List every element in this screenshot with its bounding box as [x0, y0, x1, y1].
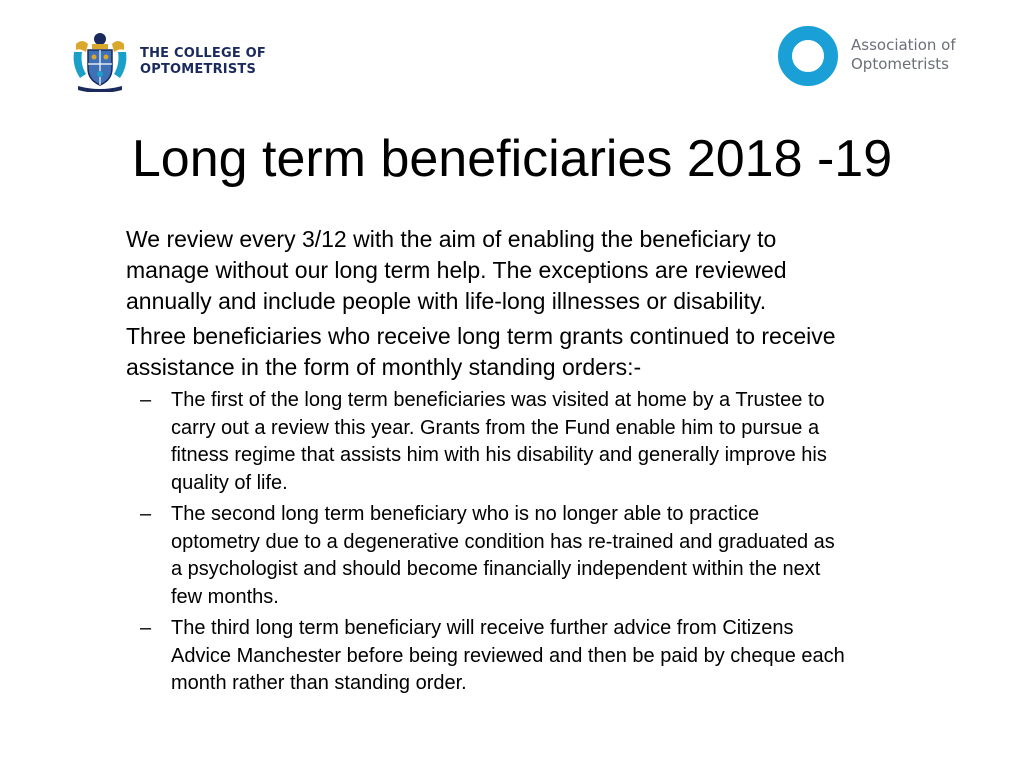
beneficiary-list [126, 387, 956, 698]
paragraph-three-beneficiaries [126, 321, 956, 383]
list-item-line: month rather than standing order. [171, 672, 467, 694]
slide-body [126, 224, 956, 702]
list-item-line: The second long term beneficiary who is no longer able to practice [171, 503, 760, 525]
heraldic-crest-icon [70, 30, 130, 92]
association-of-optometrists-logo [776, 22, 976, 92]
list-item [126, 615, 956, 698]
dash-bullet: – [140, 389, 152, 411]
dash-bullet: – [140, 617, 152, 639]
list-item-line: optometry due to a degenerative condition has re-trained and graduated as [171, 530, 835, 553]
ring-logo-icon [776, 24, 840, 88]
list-item-line: Advice Manchester before being reviewed and then be paid by cheque each [171, 644, 845, 667]
paragraph-review-policy [126, 224, 956, 317]
list-item [126, 501, 956, 611]
college-name-line-1: THE COLLEGE OF [140, 46, 267, 61]
paragraph-line: We review every 3/12 with the aim of enabling the beneficiary to [126, 226, 777, 252]
college-name-line-2: OPTOMETRISTS [140, 62, 257, 77]
list-item-line: carry out a review this year. Grants from the Fund enable him to pursue a [171, 416, 820, 439]
list-item [126, 387, 956, 497]
list-item-line: The third long term beneficiary will receive further advice from Citizens [171, 617, 794, 639]
association-name-line-2: Optometrists [851, 55, 949, 73]
list-item-line: The first of the long term beneficiaries was visited at home by a Trustee to [171, 389, 825, 411]
paragraph-line: annually and include people with life-long illnesses or disability. [126, 288, 767, 314]
paragraph-line: assistance in the form of monthly standing orders:- [126, 354, 642, 380]
paragraph-line: manage without our long term help. The exceptions are reviewed [126, 257, 787, 283]
association-name-line-1: Association of [851, 36, 956, 54]
association-name [851, 36, 956, 74]
list-item-line: a psychologist and should become financially independent within the next [171, 558, 821, 580]
college-of-optometrists-logo [70, 30, 270, 92]
paragraph-line: Three beneficiaries who receive long term grants continued to receive [126, 323, 836, 349]
college-name [140, 46, 266, 78]
list-item-line: quality of life. [171, 471, 288, 494]
list-item-line: fitness regime that assists him with his disability and generally improve his [171, 444, 827, 466]
slide-title: Long term beneficiaries 2018 -19 [131, 130, 893, 188]
list-item-line: few months. [171, 585, 279, 608]
dash-bullet: – [140, 503, 152, 525]
